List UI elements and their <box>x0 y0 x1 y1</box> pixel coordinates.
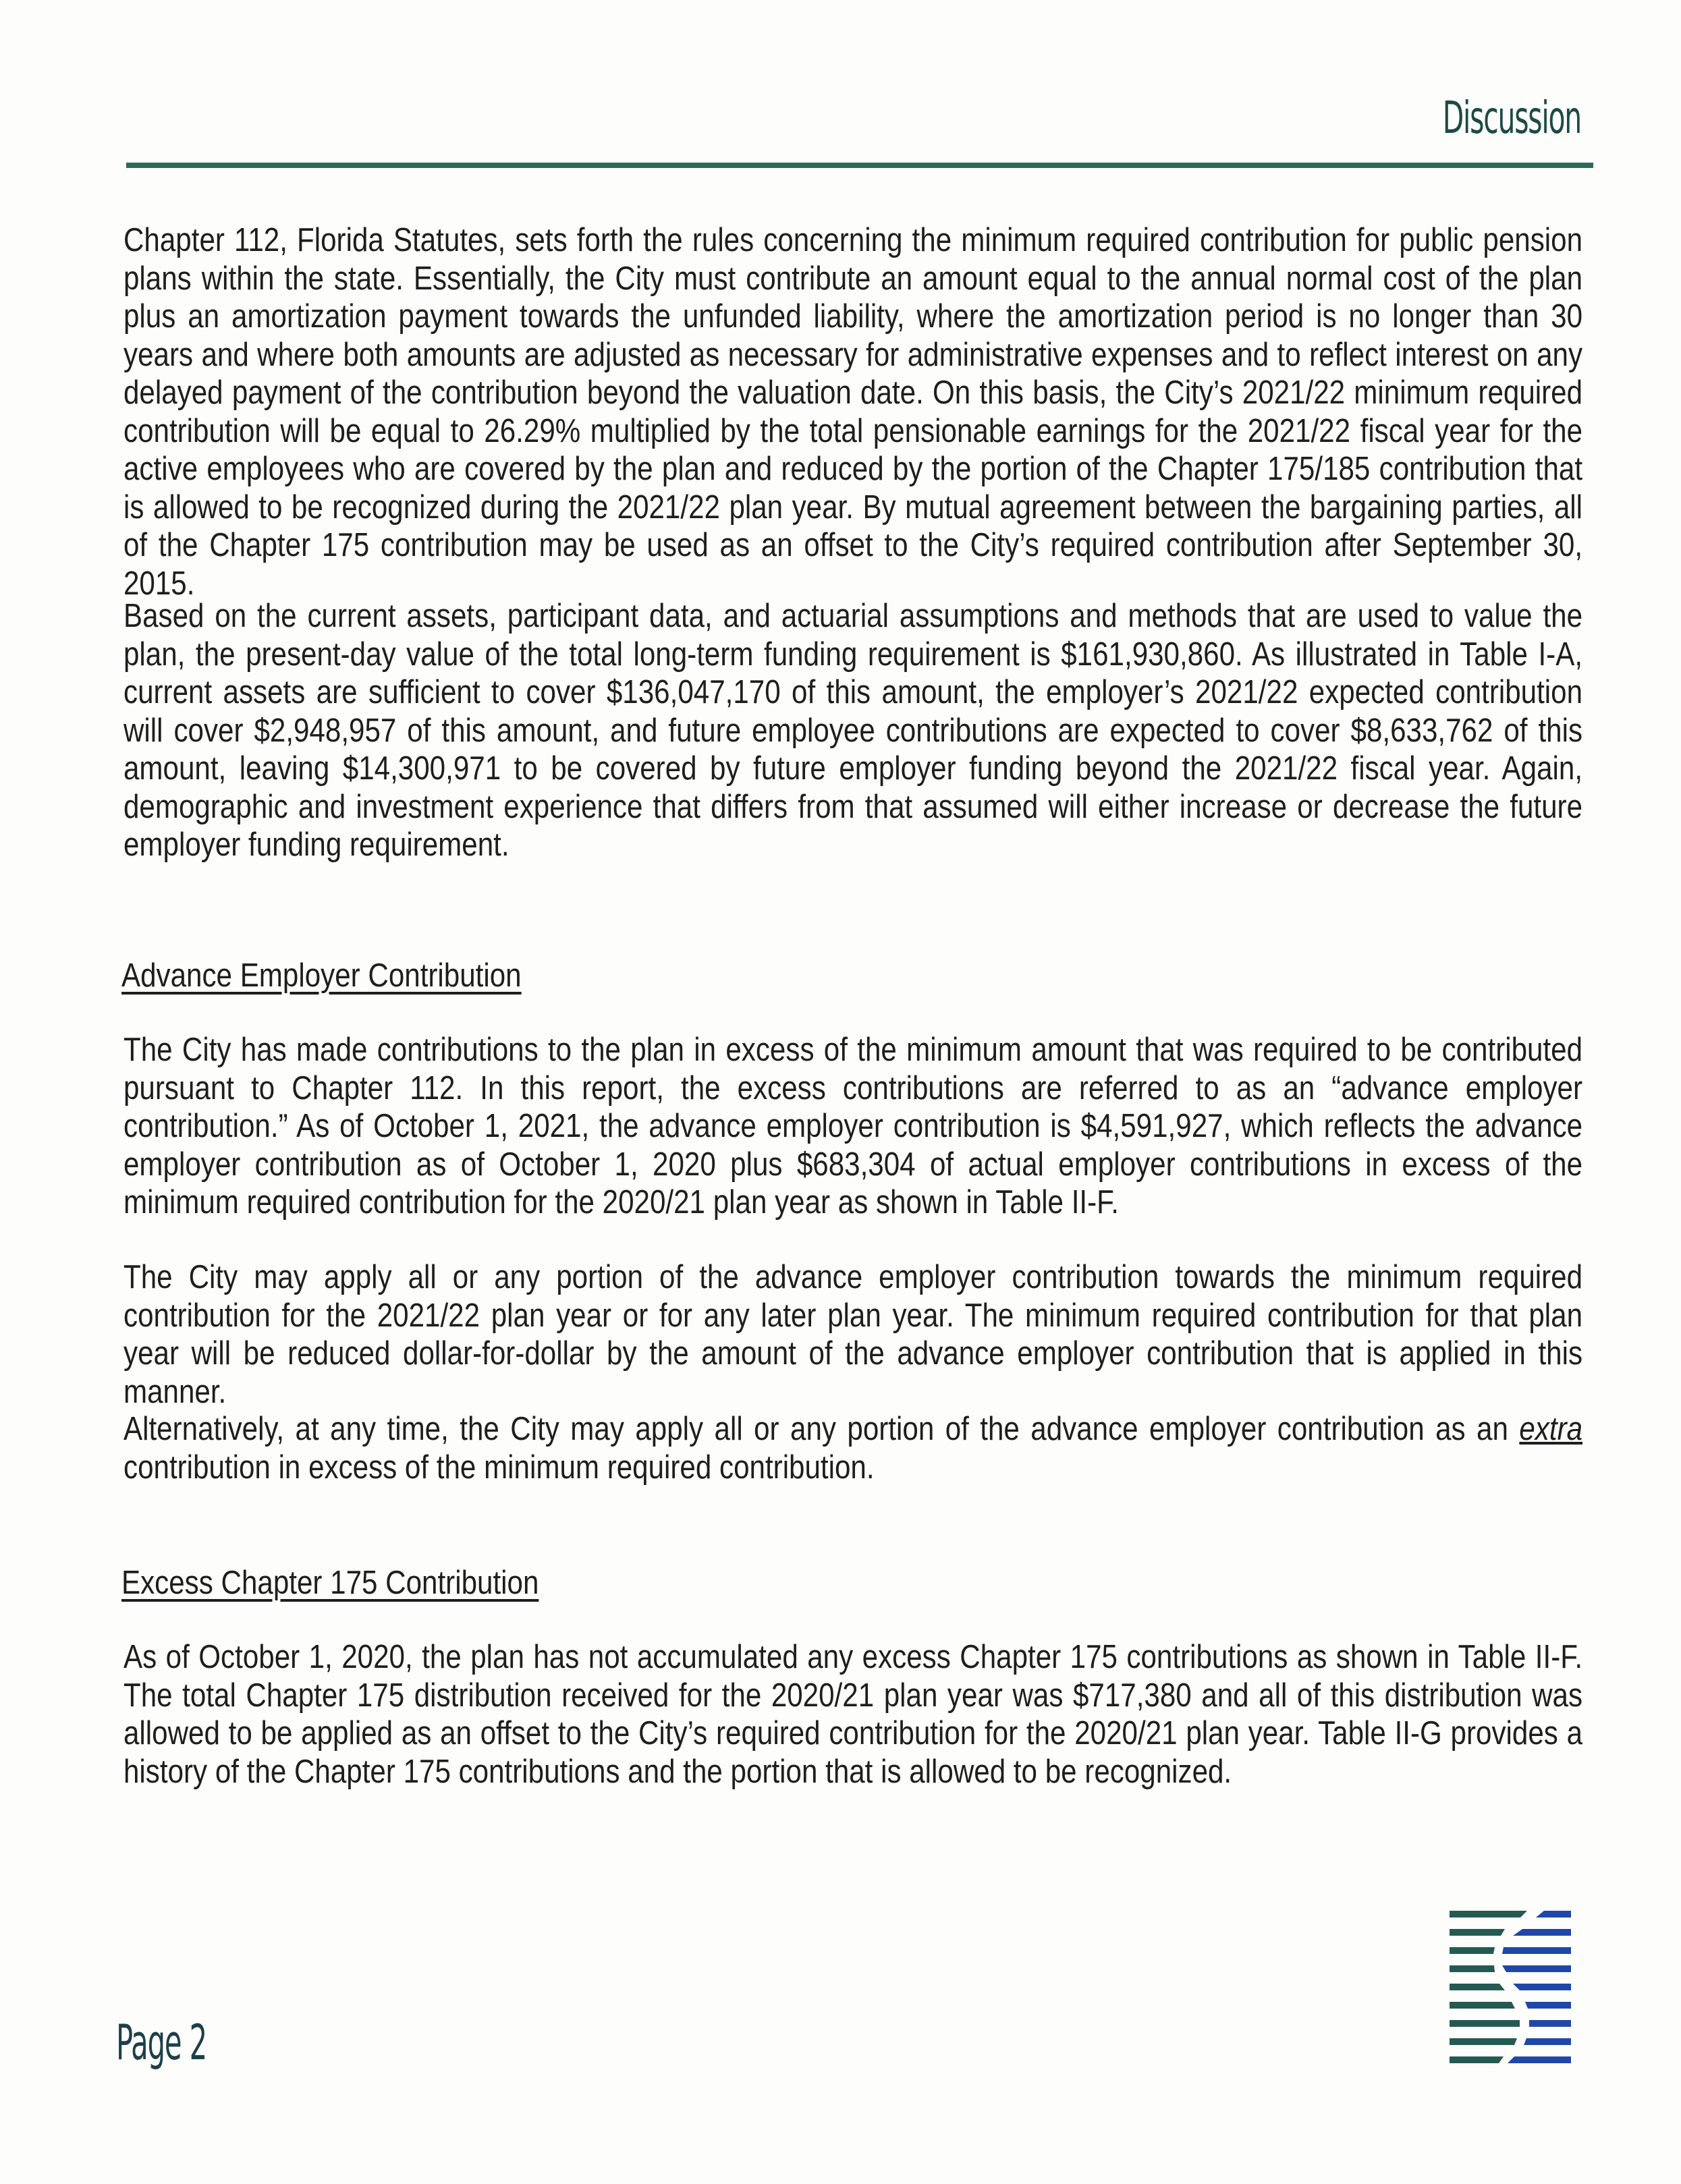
paragraph-advance-1 <box>123 1031 1582 1222</box>
paragraph-excess-175 <box>123 1638 1582 1791</box>
paragraph-text: The City may apply all or any portion of the advance employer contribution towards the minimum required contribution for the 2021/22 plan year or for any later plan year. The minimum required contribution for that plan year will be reduced dollar-for-dollar by the amount of the advance employer contribution that is applied in this manner. <box>123 1259 1583 1410</box>
section-title: Discussion <box>1442 92 1581 144</box>
paragraph-funding-requirement <box>123 597 1582 864</box>
paragraph-advance-2 <box>123 1258 1582 1411</box>
emphasis-extra: extra <box>1519 1411 1583 1447</box>
paragraph-text: Based on the current assets, participant data, and actuarial assumptions and methods that are used to value the plan, the present-day value of the total long-term funding requirement is $161,930,860. As illustrated in Table I-A, current assets are sufficient to cover $136,047,170 of this amount, the employer’s 2021/22 expected contribution will cover $2,948,957 of this amount, and future employee contributions are expected to cover $8,633,762 of this amount, leaving $14,300,971 to be covered by future employer funding beyond the 2021/22 fiscal year. Again, demographic and investment experience that differs from that assumed will either increase or decrease the future employer funding requirement. <box>123 598 1583 863</box>
paragraph-text: As of October 1, 2020, the plan has not accumulated any excess Chapter 175 contributions as shown in Table II-F. The total Chapter 175 distribution received for the 2020/21 plan year was $717,380 and all of this distribution was allowed to be applied as an offset to the City’s required contribution for the 2020/21 plan year. Table II-G provides a history of the Chapter 175 contributions and the portion that is allowed to be recognized. <box>123 1639 1583 1790</box>
paragraph-text: Chapter 112, Florida Statutes, sets forth the rules concerning the minimum required contribution for public pension plans within the state. Essentially, the City must contribute an amount equal to the annual normal cost of the plan plus an amortization payment towards the unfunded liability, where the amortization period is no longer than 30 years and where both amounts are adjusted as necessary for administrative expenses and to reflect interest on any delayed payment of the contribution beyond the valuation date. On this basis, the City’s 2021/22 minimum required contribution will be equal to 26.29% multiplied by the total pensionable earnings for the 2021/22 fiscal year for the active employees who are covered by the plan and reduced by the portion of the Chapter 175/185 contribution that is allowed to be recognized during the 2021/22 plan year. By mutual agreement between the bargaining parties, all of the Chapter 175 contribution may be used as an offset to the City’s required contribution after September 30, 2015. <box>123 222 1583 602</box>
striped-s-logo-icon <box>1450 1895 1571 2063</box>
page-number: Page 2 <box>116 2014 206 2071</box>
paragraph-text: The City has made contributions to the plan in excess of the minimum amount that was required to be contributed pursuant to Chapter 112. In this report, the excess contributions are referred to as an “advance employer contribution.” As of October 1, 2021, the advance employer contribution is $4,591,927, which reflects the advance employer contribution as of October 1, 2020 plus $683,304 of actual employer contributions in excess of the minimum required contribution for the 2020/21 plan year as shown in Table II-F. <box>123 1032 1583 1221</box>
heading-excess-chapter-175: Excess Chapter 175 Contribution <box>121 1565 539 1601</box>
paragraph-text: Alternatively, at any time, the City may apply all or any portion of the advance employer contribution as an <box>123 1411 1520 1447</box>
paragraph-chapter-112 <box>123 221 1582 603</box>
heading-advance-employer-contribution: Advance Employer Contribution <box>121 957 522 994</box>
paragraph-text: contribution in excess of the minimum required contribution. <box>123 1449 875 1486</box>
header-divider <box>126 163 1593 168</box>
paragraph-advance-3 <box>123 1410 1582 1486</box>
